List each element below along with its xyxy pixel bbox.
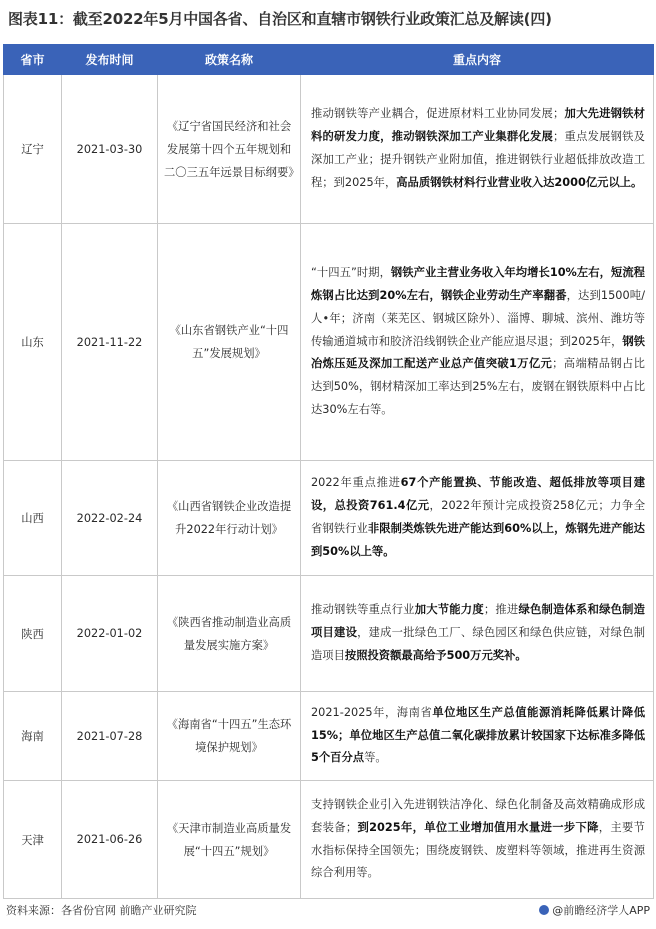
date-cell: 2021-03-30 (62, 75, 158, 224)
province-cell: 天津 (4, 781, 62, 899)
province-cell: 山东 (4, 224, 62, 461)
content-cell (301, 781, 654, 899)
header-content: 重点内容 (301, 45, 654, 75)
content-text: ；推进 (483, 603, 519, 617)
date-cell: 2022-01-02 (62, 576, 158, 692)
header-date: 发布时间 (62, 45, 158, 75)
date-cell: 2021-06-26 (62, 781, 158, 899)
date-cell: 2021-11-22 (62, 224, 158, 461)
content-text: ，达到1500吨/人•年；济南（莱芜区、钢城区除外）、淄博、聊城、滨州、潍坊等传输通道城市和胶济沿线钢铁企业产能应退尽退；到2025年， (311, 289, 645, 348)
content-text: ；高端精品钢占比达到50%，钢材精深加工率达到25%左右，废钢在钢铁原料中占比达30%左右等。 (311, 357, 645, 416)
policy-name-cell: 《山西省钢铁企业改造提升2022年行动计划》 (158, 461, 301, 576)
content-bold-text: 到2025年，单位工业增加值用水量进一步下降 (357, 820, 599, 834)
content-text: 支持钢铁企业引入先进钢铁洁净化、绿色化制备及高效精确成形成套装备； (311, 797, 645, 834)
content-text: 推动钢铁等重点行业 (311, 603, 415, 617)
content-text: 2022年重点推进 (311, 476, 401, 490)
figure-title: 图表11：截至2022年5月中国各省、自治区和直辖市钢铁行业政策汇总及解读(四) (8, 10, 552, 28)
table-row (4, 781, 654, 899)
content-text: 等。 (364, 751, 387, 765)
policy-name-cell: 《海南省“十四五”生态环境保护规划》 (158, 692, 301, 781)
content-text: ，建成一批绿色工厂、绿色园区和绿色供应链，对绿色制造项目 (311, 626, 645, 662)
brand-logo-icon (539, 905, 549, 915)
content-bold-text: 绿色制造体系和绿色制造项目建设 (311, 603, 645, 640)
content-bold-text: 高品质钢铁材料行业营业收入达2000亿元以上。 (396, 175, 643, 189)
province-cell: 陕西 (4, 576, 62, 692)
header-province: 省市 (4, 45, 62, 75)
policy-table (3, 44, 654, 899)
policy-name-cell: 《山东省钢铁产业“十四五”发展规划》 (158, 224, 301, 461)
policy-name-cell: 《天津市制造业高质量发展“十四五”规划》 (158, 781, 301, 899)
content-cell (301, 75, 654, 224)
content-text: 推动钢铁等产业耦合，促进原材料工业协同发展； (311, 107, 565, 121)
content-text: “十四五”时期， (311, 266, 391, 280)
policy-name-cell: 《陕西省推动制造业高质量发展实施方案》 (158, 576, 301, 692)
content-bold-text: 加大先进钢铁材料的研发力度，推动钢铁深加工产业集群化发展 (311, 107, 645, 144)
table-row (4, 224, 654, 461)
date-cell: 2021-07-28 (62, 692, 158, 781)
source-note: 资料来源：各省份官网 前瞻产业研究院 (6, 904, 197, 917)
table-header-row (4, 45, 654, 75)
content-bold-text: 按照投资额最高给予500万元奖补。 (344, 648, 527, 662)
content-cell (301, 576, 654, 692)
province-cell: 海南 (4, 692, 62, 781)
province-cell: 山西 (4, 461, 62, 576)
content-text: ，2022年预计完成投资258亿元；力争全省钢铁行业 (311, 499, 645, 535)
content-bold-text: 加大节能力度 (414, 603, 484, 617)
content-bold-text: 钢铁产业主营业务收入年均增长10%左右，短流程炼钢占比达到20%左右，钢铁企业劳动生产率翻番 (311, 266, 645, 302)
table-row (4, 576, 654, 692)
header-policy: 政策名称 (158, 45, 301, 75)
content-cell (301, 224, 654, 461)
policy-name-cell: 《辽宁省国民经济和社会发展第十四个五年规划和二〇三五年远景目标纲要》 (158, 75, 301, 224)
content-text: ；重点发展钢铁及深加工产业；提升钢铁产业附加值，推进钢铁行业超低排放改造工程；到2025年， (311, 130, 645, 189)
content-text: ，主要节水指标保持全国领先；围绕废钢铁、废塑料等领域，推进再生资源综合利用等。 (311, 820, 645, 880)
content-bold-text: 钢铁冶炼压延及深加工配送产业总产值突破1万亿元 (311, 334, 645, 371)
brand-note (539, 902, 650, 918)
content-text: 2021-2025年，海南省 (311, 705, 433, 719)
content-cell (301, 692, 654, 781)
table-row (4, 692, 654, 781)
content-bold-text: 非限制类炼铁先进产能达到60%以上，炼钢先进产能达到50%以上等。 (311, 522, 645, 558)
table-row (4, 461, 654, 576)
date-cell: 2022-02-24 (62, 461, 158, 576)
brand-text: @前瞻经济学人APP (552, 904, 650, 917)
content-cell (301, 461, 654, 576)
province-cell: 辽宁 (4, 75, 62, 224)
content-bold-text: 67个产能置换、节能改造、超低排放等项目建设，总投资761.4亿元 (311, 476, 645, 513)
content-bold-text: 单位地区生产总值能源消耗降低累计降低15%；单位地区生产总值二氧化碳排放累计较国家下达标准多降低5个百分点 (311, 705, 645, 765)
table-row (4, 75, 654, 224)
